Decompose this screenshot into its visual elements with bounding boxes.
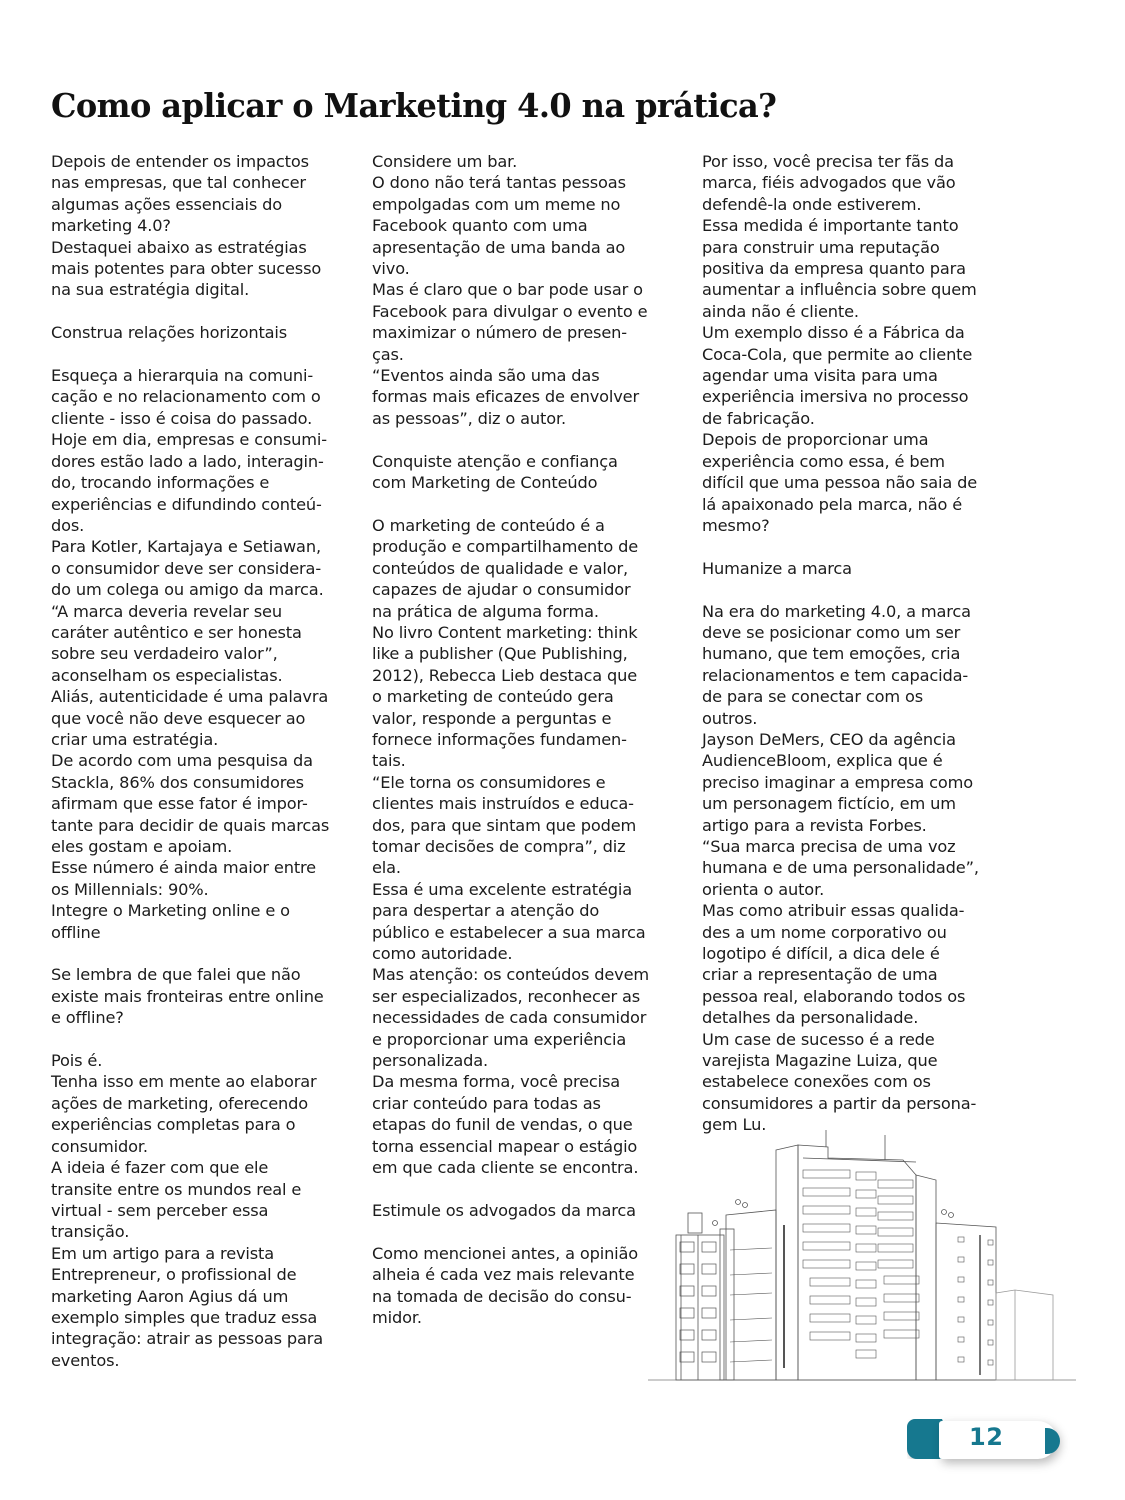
text-line: Mas como atribuir essas qualida- bbox=[702, 901, 965, 921]
text-line: Estimule os advogados da marca bbox=[372, 1200, 636, 1220]
text-line: estabelece conexões com os bbox=[702, 1072, 931, 1092]
text-line: experiências e difundindo conteú- bbox=[51, 494, 322, 514]
city-buildings-icon bbox=[648, 1130, 1078, 1385]
text-line: “A marca deveria revelar seu bbox=[51, 601, 282, 621]
text-line bbox=[702, 536, 1007, 557]
text-line: as pessoas”, diz o autor. bbox=[372, 408, 566, 428]
text-line: e offline? bbox=[51, 1008, 124, 1028]
text-line bbox=[51, 344, 356, 365]
text-line: Entrepreneur, o profissional de bbox=[51, 1265, 297, 1285]
text-line: dos, para que sintam que podem bbox=[372, 815, 637, 835]
text-line: Na era do marketing 4.0, a marca bbox=[702, 601, 971, 621]
text-line: empolgadas com um meme no bbox=[372, 194, 621, 214]
text-line: dores estão lado a lado, interagin- bbox=[51, 451, 324, 471]
text-line: des a um nome corporativo ou bbox=[702, 922, 947, 942]
text-line: vivo. bbox=[372, 259, 410, 279]
text-line: eles gostam e apoiam. bbox=[51, 837, 233, 856]
text-line bbox=[702, 579, 1007, 600]
text-line: conteúdos de qualidade e valor, bbox=[372, 558, 628, 578]
page-number: 12 bbox=[969, 1423, 1004, 1451]
article-column-2 bbox=[372, 151, 677, 1328]
text-line: consumidores a partir da persona- bbox=[702, 1093, 977, 1113]
text-line: de fabricação. bbox=[702, 408, 815, 428]
text-line: ças. bbox=[372, 344, 404, 364]
text-line: offline bbox=[51, 922, 101, 942]
text-line: Um case de sucesso é a rede bbox=[702, 1029, 935, 1049]
text-line: marketing 4.0? bbox=[51, 216, 171, 236]
text-line bbox=[372, 1179, 677, 1200]
article-column-1 bbox=[51, 151, 356, 1371]
text-line: A ideia é fazer com que ele bbox=[51, 1158, 269, 1178]
text-line: tante para decidir de quais marcas bbox=[51, 815, 330, 835]
text-line: Por isso, você precisa ter fãs da bbox=[702, 152, 954, 171]
text-line: de para se conectar com os bbox=[702, 687, 923, 707]
text-line: em que cada cliente se encontra. bbox=[372, 1158, 639, 1178]
text-line: criar a representação de uma bbox=[702, 965, 938, 985]
text-line: os Millennials: 90%. bbox=[51, 879, 209, 899]
text-line: um personagem fictício, em um bbox=[702, 794, 956, 814]
page-title: Como aplicar o Marketing 4.0 na prática? bbox=[51, 86, 777, 125]
text-line bbox=[51, 1029, 356, 1050]
text-line: Pois é. bbox=[51, 1051, 103, 1071]
text-line: maximizar o número de presen- bbox=[372, 323, 627, 343]
text-line: existe mais fronteiras entre online bbox=[51, 986, 324, 1006]
text-line: Para Kotler, Kartajaya e Setiawan, bbox=[51, 537, 321, 557]
text-line: “Ele torna os consumidores e bbox=[372, 772, 606, 792]
text-line: artigo para a revista Forbes. bbox=[702, 815, 927, 835]
text-line: “Eventos ainda são uma das bbox=[372, 366, 600, 386]
text-line: afirmam que esse fator é impor- bbox=[51, 794, 308, 814]
text-line: logotipo é difícil, a dica dele é bbox=[702, 944, 940, 964]
text-line bbox=[372, 1221, 677, 1242]
text-line: clientes mais instruídos e educa- bbox=[372, 794, 634, 814]
text-line: Se lembra de que falei que não bbox=[51, 965, 301, 985]
text-line: do, trocando informações e bbox=[51, 473, 270, 493]
text-line: Jayson DeMers, CEO da agência bbox=[702, 729, 956, 749]
text-line: transição. bbox=[51, 1222, 130, 1242]
text-line: capazes de ajudar o consumidor bbox=[372, 580, 631, 600]
text-line: humana e de uma personalidade”, bbox=[702, 858, 979, 878]
text-line: para construir uma reputação bbox=[702, 237, 940, 257]
article-column-3 bbox=[702, 151, 1007, 1136]
text-line: virtual - sem perceber essa bbox=[51, 1200, 269, 1220]
page-number-badge bbox=[905, 1417, 1065, 1463]
text-line: pessoa real, elaborando todos os bbox=[702, 986, 966, 1006]
text-line: mais potentes para obter sucesso bbox=[51, 259, 322, 279]
text-line: algumas ações essenciais do bbox=[51, 194, 283, 214]
text-line: para despertar a atenção do bbox=[372, 901, 600, 921]
text-line: Depois de entender os impactos bbox=[51, 152, 309, 171]
text-line: agendar uma visita para uma bbox=[702, 366, 938, 386]
text-line: que você não deve esquecer ao bbox=[51, 708, 306, 728]
text-line: gem Lu. bbox=[702, 1115, 767, 1135]
text-line: detalhes da personalidade. bbox=[702, 1008, 919, 1028]
text-line bbox=[51, 301, 356, 322]
text-line: sobre seu verdadeiro valor”, bbox=[51, 644, 278, 664]
text-line: formas mais eficazes de envolver bbox=[372, 387, 639, 407]
text-line: na prática de alguma forma. bbox=[372, 601, 599, 621]
text-line: valor, responde a perguntas e bbox=[372, 708, 612, 728]
text-line: O dono não terá tantas pessoas bbox=[372, 173, 626, 193]
text-line: AudienceBloom, explica que é bbox=[702, 751, 943, 771]
text-line: Facebook para divulgar o evento e bbox=[372, 301, 648, 321]
text-line: integração: atrair as pessoas para bbox=[51, 1329, 324, 1349]
text-line: humano, que tem emoções, cria bbox=[702, 644, 961, 664]
text-line: tomar decisões de compra”, diz bbox=[372, 837, 626, 856]
text-line: Essa medida é importante tanto bbox=[702, 216, 959, 236]
text-line: como autoridade. bbox=[372, 944, 513, 964]
text-line: relacionamentos e tem capacida- bbox=[702, 665, 969, 685]
text-line: lá apaixonado pela marca, não é bbox=[702, 494, 963, 514]
text-line: torna essencial mapear o estágio bbox=[372, 1136, 638, 1156]
text-line: o consumidor deve ser considera- bbox=[51, 558, 322, 578]
text-line: produção e compartilhamento de bbox=[372, 537, 639, 557]
text-line: deve se posicionar como um ser bbox=[702, 622, 961, 642]
text-line: Construa relações horizontais bbox=[51, 323, 288, 343]
text-line: fornece informações fundamen- bbox=[372, 729, 627, 749]
text-line bbox=[51, 943, 356, 964]
text-line: Humanize a marca bbox=[702, 558, 852, 578]
text-line: apresentação de uma banda ao bbox=[372, 237, 626, 257]
text-line: midor. bbox=[372, 1307, 422, 1327]
text-line: criar uma estratégia. bbox=[51, 729, 219, 749]
text-line: No livro Content marketing: think bbox=[372, 622, 638, 642]
text-line: ser especializados, reconhecer as bbox=[372, 986, 641, 1006]
text-line: varejista Magazine Luiza, que bbox=[702, 1051, 938, 1071]
text-line: cliente - isso é coisa do passado. bbox=[51, 408, 313, 428]
text-line: tais. bbox=[372, 751, 406, 771]
text-line: Essa é uma excelente estratégia bbox=[372, 879, 633, 899]
text-line: eventos. bbox=[51, 1350, 120, 1370]
text-line: consumidor. bbox=[51, 1136, 148, 1156]
text-line: do um colega ou amigo da marca. bbox=[51, 580, 324, 600]
text-line: positiva da empresa quanto para bbox=[702, 259, 966, 279]
text-line: defendê-la onde estiverem. bbox=[702, 194, 922, 214]
text-line: público e estabelecer a sua marca bbox=[372, 922, 646, 942]
text-line: Mas atenção: os conteúdos devem bbox=[372, 965, 650, 985]
text-line: experiência imersiva no processo bbox=[702, 387, 969, 407]
text-line: Considere um bar. bbox=[372, 152, 518, 171]
text-line: difícil que uma pessoa não saia de bbox=[702, 473, 978, 493]
text-line: alheia é cada vez mais relevante bbox=[372, 1265, 635, 1285]
text-line: Esse número é ainda maior entre bbox=[51, 858, 316, 878]
text-line: dos. bbox=[51, 515, 85, 535]
text-line: transite entre os mundos real e bbox=[51, 1179, 302, 1199]
text-line: e proporcionar uma experiência bbox=[372, 1029, 627, 1049]
text-line: orienta o autor. bbox=[702, 879, 825, 899]
text-line: Hoje em dia, empresas e consumi- bbox=[51, 430, 327, 450]
text-line: ações de marketing, oferecendo bbox=[51, 1093, 309, 1113]
text-line: Da mesma forma, você precisa bbox=[372, 1072, 621, 1092]
text-line: etapas do funil de vendas, o que bbox=[372, 1115, 633, 1135]
text-line: Integre o Marketing online e o bbox=[51, 901, 290, 921]
text-line: marketing Aaron Agius dá um bbox=[51, 1286, 289, 1306]
text-line: Conquiste atenção e confiança bbox=[372, 451, 618, 471]
text-line: Esqueça a hierarquia na comuni- bbox=[51, 366, 314, 386]
text-line: Como mencionei antes, a opinião bbox=[372, 1243, 639, 1263]
text-line: De acordo com uma pesquisa da bbox=[51, 751, 313, 771]
text-line bbox=[372, 429, 677, 450]
text-line: Em um artigo para a revista bbox=[51, 1243, 275, 1263]
badge-cap-shape bbox=[1045, 1428, 1060, 1454]
text-line: Um exemplo disso é a Fábrica da bbox=[702, 323, 965, 343]
text-line: preciso imaginar a empresa como bbox=[702, 772, 974, 792]
text-line: personalizada. bbox=[372, 1051, 489, 1071]
text-line: ainda não é cliente. bbox=[702, 301, 859, 321]
text-line: mesmo? bbox=[702, 515, 770, 535]
text-line: nas empresas, que tal conhecer bbox=[51, 173, 306, 193]
text-line: cação e no relacionamento com o bbox=[51, 387, 321, 407]
text-line: necessidades de cada consumidor bbox=[372, 1008, 647, 1028]
text-line: outros. bbox=[702, 708, 758, 728]
text-line: “Sua marca precisa de uma voz bbox=[702, 837, 956, 856]
text-line: exemplo simples que traduz essa bbox=[51, 1307, 318, 1327]
text-line: aconselham os especialistas. bbox=[51, 665, 283, 685]
text-line: experiências completas para o bbox=[51, 1115, 296, 1135]
text-line: com Marketing de Conteúdo bbox=[372, 473, 598, 493]
text-line: aumentar a influência sobre quem bbox=[702, 280, 977, 300]
text-line: Stackla, 86% dos consumidores bbox=[51, 772, 304, 792]
text-line: caráter autêntico e ser honesta bbox=[51, 622, 302, 642]
text-line: criar conteúdo para todas as bbox=[372, 1093, 601, 1113]
text-line: Destaquei abaixo as estratégias bbox=[51, 237, 307, 257]
text-line bbox=[372, 494, 677, 515]
text-line: marca, fiéis advogados que vão bbox=[702, 173, 956, 193]
text-line: Facebook quanto com uma bbox=[372, 216, 588, 236]
text-line: Aliás, autenticidade é uma palavra bbox=[51, 687, 329, 707]
text-line: o marketing de conteúdo gera bbox=[372, 687, 614, 707]
text-line: na tomada de decisão do consu- bbox=[372, 1286, 632, 1306]
text-line: O marketing de conteúdo é a bbox=[372, 515, 605, 535]
text-line: ela. bbox=[372, 858, 401, 878]
text-line: na sua estratégia digital. bbox=[51, 280, 250, 300]
text-line: experiência como essa, é bem bbox=[702, 451, 945, 471]
text-line: Mas é claro que o bar pode usar o bbox=[372, 280, 643, 300]
text-line: like a publisher (Que Publishing, bbox=[372, 644, 628, 664]
text-line: 2012), Rebecca Lieb destaca que bbox=[372, 665, 638, 685]
text-line: Tenha isso em mente ao elaborar bbox=[51, 1072, 317, 1092]
text-line: Depois de proporcionar uma bbox=[702, 430, 929, 450]
text-line: Coca-Cola, que permite ao cliente bbox=[702, 344, 973, 364]
